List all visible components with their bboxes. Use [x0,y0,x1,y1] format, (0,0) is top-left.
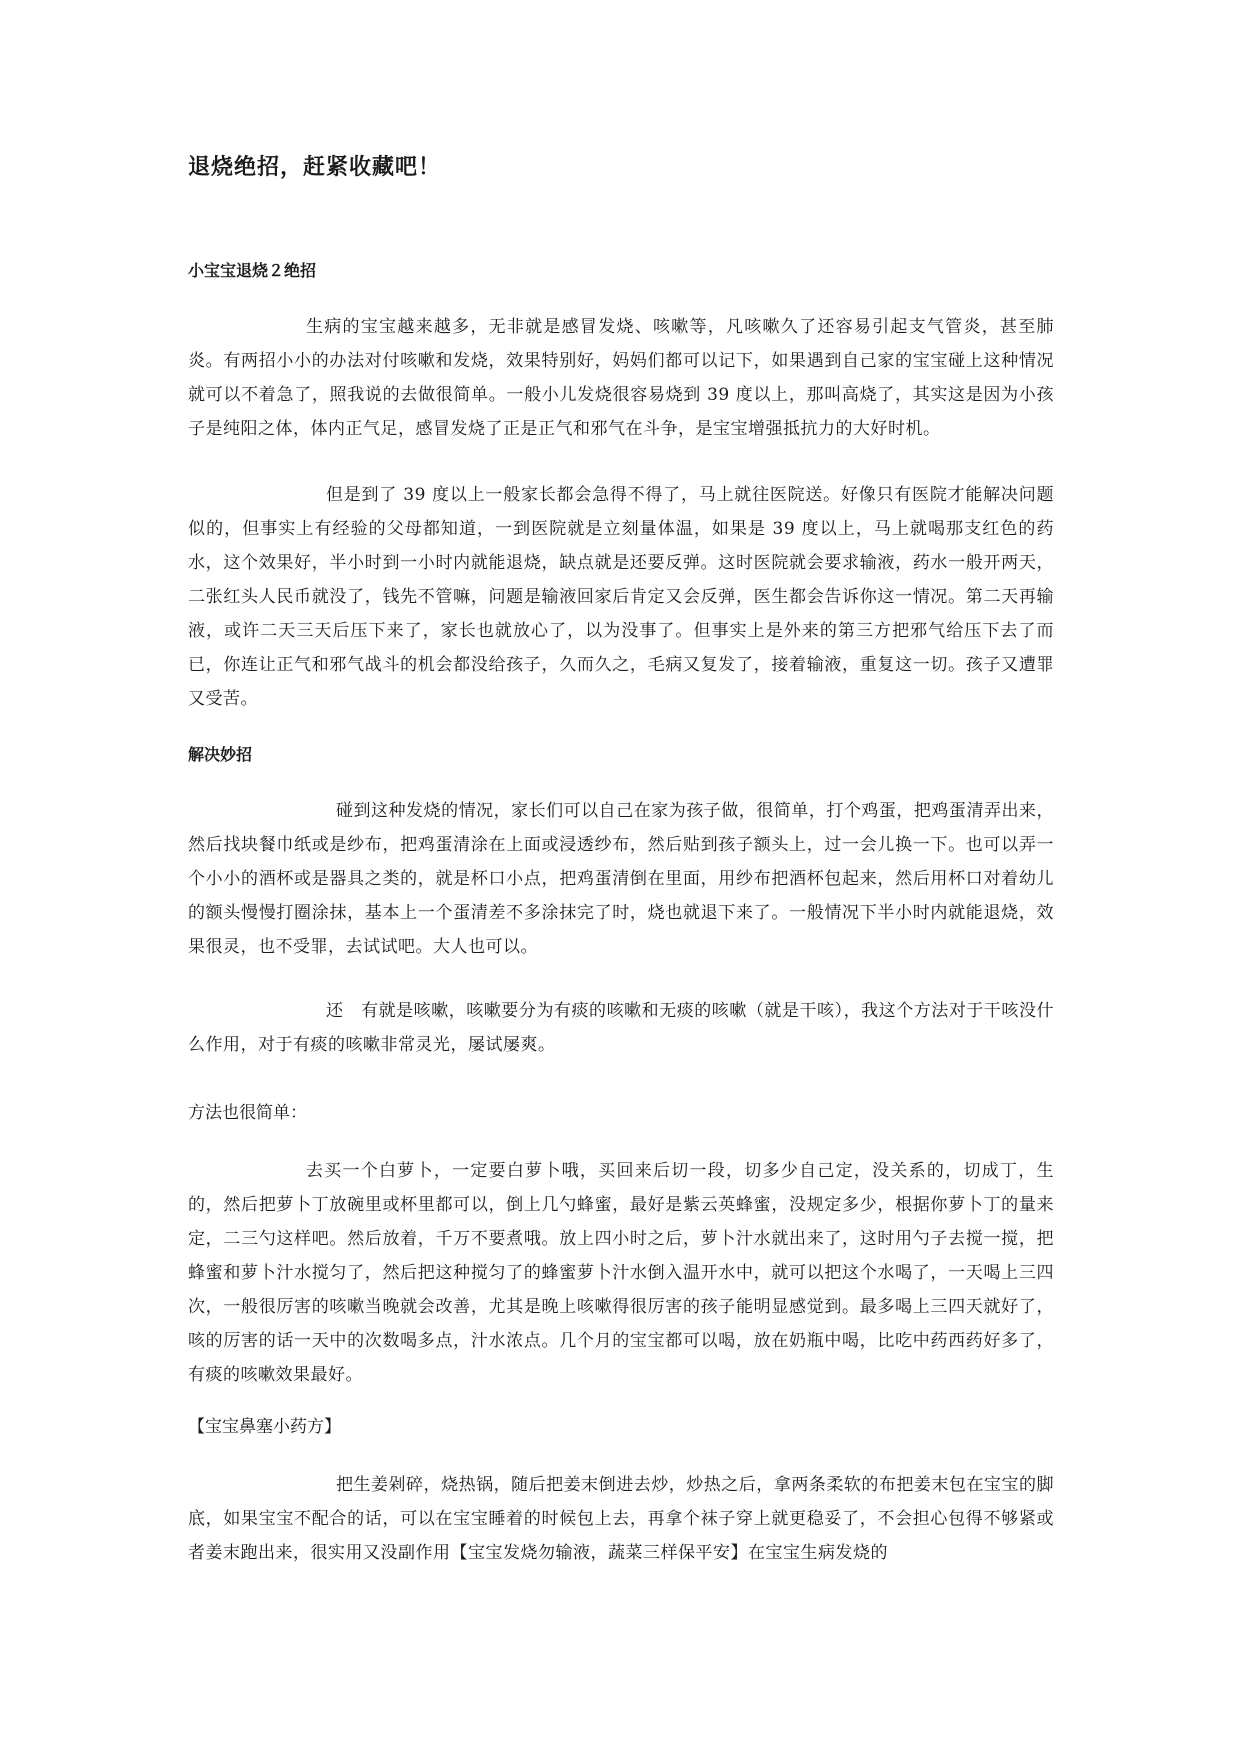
paragraph-intro: 生病的宝宝越来越多，无非就是感冒发烧、咳嗽等，凡咳嗽久了还容易引起支气管炎，甚至肺炎。有两招小小的办法对付咳嗽和发烧，效果特别好，妈妈们都可以记下，如果遇到自己家的宝宝碰上这种情况就可以不着急了，照我说的去做很简单。一般小儿发烧很容易烧到 39 度以上，那叫高烧了，其实这是因为小孩子是纯阳之体，体内正气足，感冒发烧了正是正气和邪气在斗争，是宝宝增强抵抗力的大好时机。 [188,317,1054,439]
paragraph-hospital: 但是到了 39 度以上一般家长都会急得不得了，马上就往医院送。好像只有医院才能解决问题似的，但事实上有经验的父母都知道，一到医院就是立刻量体温，如果是 39 度以上，马上就喝那支红色的药水，这个效果好，半小时到一小时内就能退烧，缺点就是还要反弹。这时医院就会要求输液，药水一般开两天，二张红头人民币就没了，钱先不管嘛，问题是输液回家后肯定又会反弹，医生都会告诉你这一情况。第二天再输液，或许二天三天后压下来了，家长也就放心了，以为没事了。但事实上是外来的第三方把邪气给压下去了而已，你连让正气和邪气战斗的机会都没给孩子，久而久之，毛病又复发了，接着输液，重复这一切。孩子又遭罪又受苦。 [188,485,1054,709]
paragraph-egg-white-method: 碰到这种发烧的情况，家长们可以自己在家为孩子做，很简单，打个鸡蛋，把鸡蛋清弄出来，然后找块餐巾纸或是纱布，把鸡蛋清涂在上面或浸透纱布，然后贴到孩子额头上，过一会儿换一下。也可以弄一个小小的酒杯或是器具之类的，就是杯口小点，把鸡蛋清倒在里面，用纱布把酒杯包起来，然后用杯口对着幼儿的额头慢慢打圈涂抹，基本上一个蛋清差不多涂抹完了时，烧也就退下来了。一般情况下半小时内就能退烧，效果很灵，也不受罪，去试试吧。大人也可以。 [188,801,1054,957]
method-line: 方法也很简单： [188,1103,307,1123]
section-heading-nasal-congestion: 【宝宝鼻塞小药方】 [188,1417,341,1437]
section-heading-solution: 解决妙招 [188,745,253,764]
paragraph-radish-honey: 去买一个白萝卜，一定要白萝卜哦，买回来后切一段，切多少自己定，没关系的，切成丁，生的，然后把萝卜丁放碗里或杯里都可以，倒上几勺蜂蜜，最好是紫云英蜂蜜，没规定多少，根据你萝卜丁的量来定，二三勺这样吧。然后放着，千万不要煮哦。放上四小时之后，萝卜汁水就出来了，这时用勺子去搅一搅，把蜂蜜和萝卜汁水搅匀了，然后把这种搅匀了的蜂蜜萝卜汁水倒入温开水中，就可以把这个水喝了，一天喝上三四次，一般很厉害的咳嗽当晚就会改善，尤其是晚上咳嗽得很厉害的孩子能明显感觉到。最多喝上三四天就好了，咳的厉害的话一天中的次数喝多点，汁水浓点。几个月的宝宝都可以喝，放在奶瓶中喝，比吃中药西药好多了，有痰的咳嗽效果最好。 [188,1161,1054,1385]
section-heading-fever-tips: 小宝宝退烧２绝招 [188,261,317,280]
paragraph-cough-intro: 还 有就是咳嗽，咳嗽要分为有痰的咳嗽和无痰的咳嗽（就是干咳），我这个方法对于干咳没什么作用，对于有痰的咳嗽非常灵光，屡试屡爽。 [188,1001,1054,1055]
paragraph-ginger-method: 把生姜剁碎，烧热锅，随后把姜末倒进去炒，炒热之后，拿两条柔软的布把姜末包在宝宝的脚底，如果宝宝不配合的话，可以在宝宝睡着的时候包上去，再拿个袜子穿上就更稳妥了，不会担心包得不够紧或者姜末跑出来，很实用又没副作用【宝宝发烧勿输液，蔬菜三样保平安】在宝宝生病发烧的 [188,1475,1054,1563]
document-title: 退烧绝招，赶紧收藏吧！ [188,154,442,180]
